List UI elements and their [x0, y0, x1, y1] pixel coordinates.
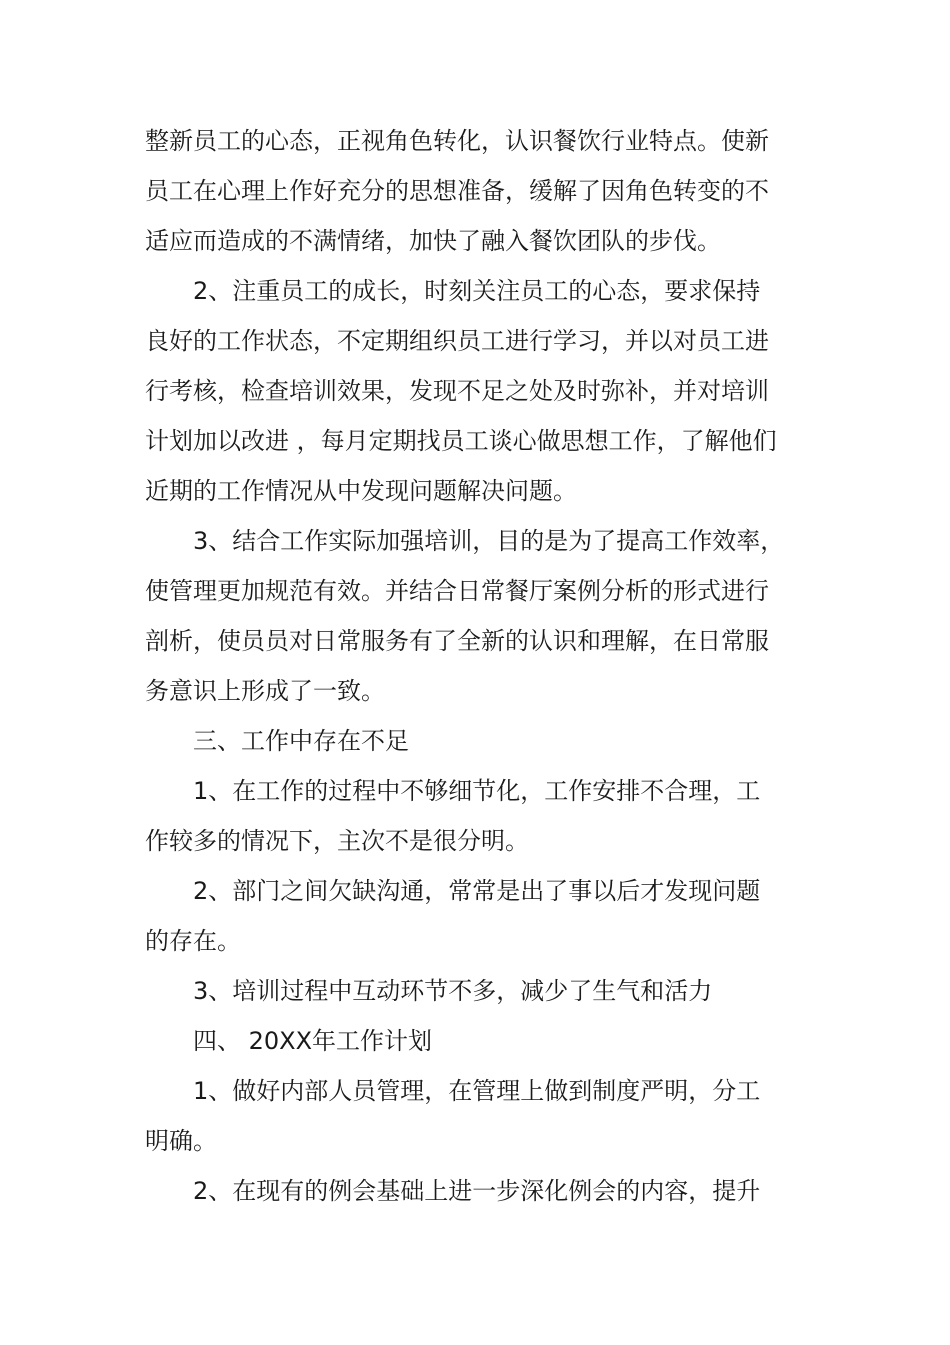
paragraph-line: 作较多的情况下，主次不是很分明。: [145, 827, 529, 855]
paragraph-line: 1、在工作的过程中不够细节化，工作安排不合理，工: [193, 777, 761, 805]
paragraph-line: 2、在现有的例会基础上进一步深化例会的内容，提升: [193, 1177, 761, 1205]
section-heading: 四、 20XX年工作计划: [193, 1027, 433, 1055]
paragraph-line: 3、培训过程中互动环节不多，减少了生气和活力: [193, 977, 713, 1005]
paragraph-line: 员工在心理上作好充分的思想准备，缓解了因角色转变的不: [145, 177, 769, 205]
paragraph-line: 的存在。: [145, 927, 241, 955]
paragraph-line: 使管理更加规范有效。并结合日常餐厅案例分析的形式进行: [145, 577, 769, 605]
paragraph-line: 2、部门之间欠缺沟通，常常是出了事以后才发现问题: [193, 877, 761, 905]
paragraph-line: 良好的工作状态，不定期组织员工进行学习，并以对员工进: [145, 327, 769, 355]
paragraph-line: 行考核，检查培训效果，发现不足之处及时弥补，并对培训: [145, 377, 769, 405]
paragraph-line: 务意识上形成了一致。: [145, 677, 385, 705]
paragraph-line: 适应而造成的不满情绪，加快了融入餐饮团队的步伐。: [145, 227, 721, 255]
paragraph-line: 1、做好内部人员管理，在管理上做到制度严明，分工: [193, 1077, 761, 1105]
paragraph-line: 近期的工作情况从中发现问题解决问题。: [145, 477, 577, 505]
paragraph-line: 3、结合工作实际加强培训，目的是为了提高工作效率，: [193, 527, 785, 555]
paragraph-line: 计划加以改进 ，每月定期找员工谈心做思想工作，了解他们: [145, 427, 777, 455]
paragraph-line: 剖析，使员员对日常服务有了全新的认识和理解，在日常服: [145, 627, 769, 655]
section-heading: 三、工作中存在不足: [193, 727, 409, 755]
paragraph-line: 2、注重员工的成长，时刻关注员工的心态，要求保持: [193, 277, 761, 305]
paragraph-line: 整新员工的心态，正视角色转化，认识餐饮行业特点。使新: [145, 127, 769, 155]
paragraph-line: 明确。: [145, 1127, 217, 1155]
